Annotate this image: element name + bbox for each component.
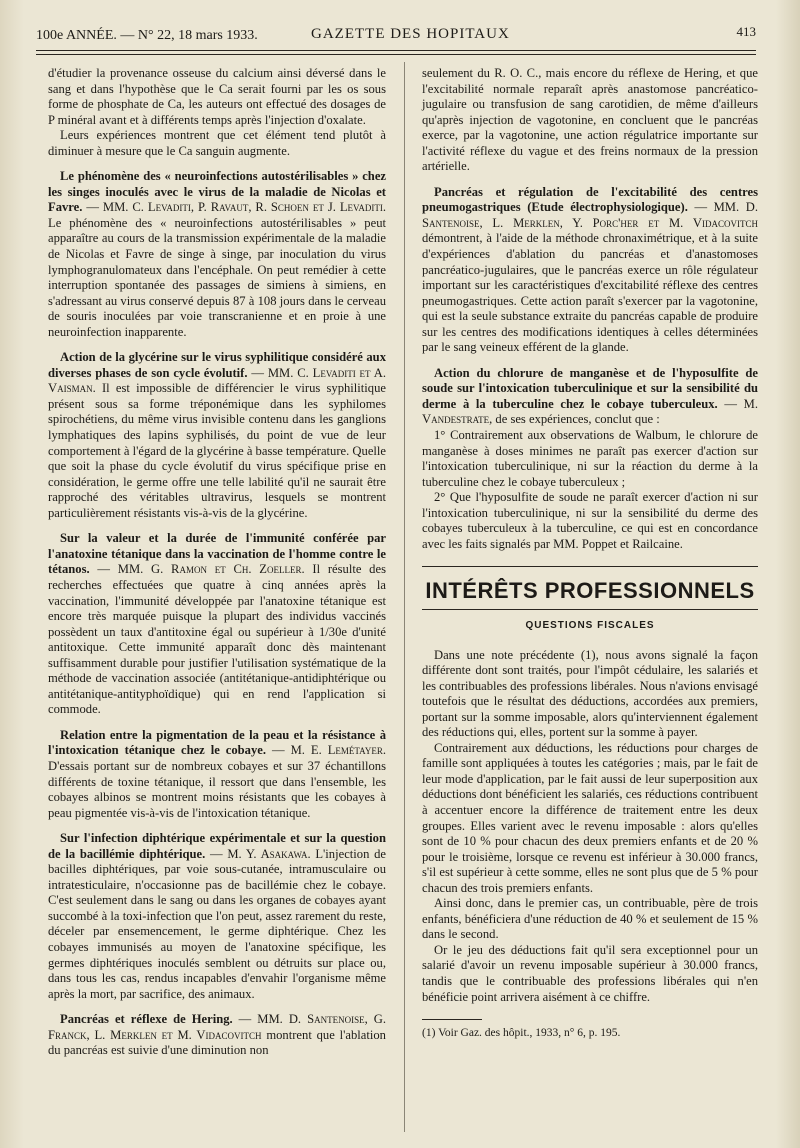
article-title: Sur l'infection diphtérique expérimentale et sur la question de la bacillémie diphtérique. bbox=[48, 831, 386, 861]
article-authors: — MM. C. Levaditi et A. Vaisman. bbox=[48, 365, 386, 396]
footnote-rule bbox=[422, 1019, 482, 1020]
article bbox=[48, 169, 386, 340]
article-text: Le phénomène des « neuroinfections autostérilisables » peut apparaître au cours de la transmission expérimentale de la maladie de Nicolas et Favre de singe à singe, par inoculation du virus lymphogranulomateux dans l'encéphale. On peut remédier à cette interruption spontanée des passages de simiens à simiens, en s'adressant au virus conservé depuis 87 à 108 jours dans le cerveau de souris inoculées par voie transcranienne et en proie à une neuroinfection inapparente. bbox=[48, 215, 386, 339]
article-authors: — MM. D. Santenoise, G. Franck, L. Merklen et M. Vidacovitch bbox=[48, 1012, 386, 1042]
article-text: Il est impossible de différencier le virus syphilitique présent sous sa forme tréponémique dans les syphilomes spirochétiens, du même virus invisible contenu dans les ganglions lymphatiques des lapins syphilisés, du point de vue de leur comportement à l'égard de la glycérine à basse température. Quelle que soit la phase du cycle évolutif du virus spécifique prise en considération, le germe offre une telle labilité qu'il ne saurait être rapproché des véritables ultravirus, lesquels se montrent particulièrement résistants vis-à-vis de la glycérine. bbox=[48, 381, 386, 520]
article-authors: — M. E. Lemétayer. bbox=[272, 743, 387, 758]
article bbox=[48, 1012, 386, 1059]
paragraph: seulement du R. O. C., mais encore du réflexe de Hering, et que l'excitabilité normale reparaît après anastomose pancréatico-jugulaire ou transfusion de sang carotidien, de même d'ailleurs qu'après injection de vagotonine, en concluent que le pancréas exerce, par la vagotonine, une action régulatrice importante sur l'activité réflexe du vague et des freins normaux de la pression artérielle. bbox=[422, 66, 758, 174]
right-column bbox=[422, 66, 758, 1042]
journal-title: GAZETTE DES HOPITAUX bbox=[311, 26, 510, 42]
paragraph: Or le jeu des déductions fait qu'il sera exceptionnel pour un salarié d'avoir un revenu imposable supérieur à 30.000 francs, tandis que le contribuable des professions libérales qui n'en bénéficie point arrivera aisément à ce chiffre. bbox=[422, 942, 758, 1004]
article bbox=[422, 366, 758, 428]
left-column bbox=[48, 66, 386, 1059]
article-authors: — MM. C. Levaditi, P. Ravaut, R. Schoen et J. Levaditi. bbox=[86, 200, 386, 215]
header-rule-second bbox=[36, 54, 756, 55]
article-title: Action de la glycérine sur le virus syphilitique considéré aux diverses phases de son cycle évolutif. bbox=[48, 350, 386, 380]
section-rule bbox=[422, 566, 758, 567]
article bbox=[48, 728, 386, 821]
paragraph: Dans une note précédente (1), nous avons signalé la façon différente dont sont traités, pour l'impôt cédulaire, les salariés et les contribuables des professions libérales. Nous n'avions envisagé toutefois que le résultat des déductions, accordées aux premiers, portant sur la somme imposable, alors qu'interviennent également des réductions qui, elles, portent sur la somme à payer. bbox=[422, 647, 758, 740]
page-header bbox=[36, 22, 756, 46]
subsection-title: QUESTIONS FISCALES bbox=[525, 619, 655, 631]
issue-info: 100e ANNÉE. — N° 22, 18 mars 1933. bbox=[36, 28, 258, 43]
section-rule bbox=[422, 609, 758, 610]
article-text: D'essais portant sur de nombreux cobayes et sur 37 échantillons différents de toxine tétanique, il ressort que dans l'ensemble, les cobayes albinos se montrent moins résistants que les cobayes à peau pigmentée vis-à-vis de l'intoxication tétanique. bbox=[48, 758, 386, 820]
article-title: Pancréas et régulation de l'excitabilité des centres pneumogastriques (Etude électrophysiologique). bbox=[422, 184, 758, 215]
article-text: L'injection de bacilles diphtériques, par voie sous-cutanée, intramusculaire ou intratesticulaire, n'occasionne pas de bacillémie chez le cobaye. C'est seulement dans le sang ou dans les organes de cobayes ayant succombé à la toxi-infection que l'on peut, assez rarement du reste, déceler par ensemencement, le germe diphtérique. Chez les cobayes immunisés au moyen de l'anatoxine spécifique, les germes diphtériques inoculés semblent ou détruits sur place ou, dans tous les cas, rendus incapables d'envahir l'organisme même après la mort, par sacrifice, des animaux. bbox=[48, 846, 386, 1001]
article bbox=[422, 185, 758, 356]
column-divider bbox=[404, 62, 405, 1132]
article-title: Pancréas et réflexe de Hering. bbox=[60, 1012, 233, 1027]
article-text: de ses expériences, conclut que : bbox=[495, 412, 660, 427]
paragraph: 2° Que l'hyposulfite de soude ne paraît exercer d'action ni sur l'intoxication tuberculinique, ni sur la sensibilité du derme des cobayes tuberculeux à la tuberculine, ce qui est en concordance avec les faits signalés par MM. Poppet et Railcaine. bbox=[422, 490, 758, 551]
article-authors: — M. Vandestrate, bbox=[422, 396, 758, 427]
article-text: montrent que l'ablation du pancréas est suivie d'une diminution non bbox=[48, 1027, 386, 1058]
paragraph: Contrairement aux déductions, les réductions pour charges de famille sont appliquées à toutes les catégories ; mais, par le fait de leur mode d'application, par le fait aussi de leur superposition aux déductions dont bénéficient les salariés, ces réductions contribuent à accentuer encore la différence de traitement entre les deux groupes. Elles varient avec le revenu imposable : alors qu'elles sont de 10 % pour chacun des deux premiers enfants et de 20 % pour le troisième, lorsque ce revenu est inférieur à 30.000 francs, s'il est supérieur à cette somme, elles ne sont plus que de 5 % pour chacun des trois premiers enfants. bbox=[422, 740, 758, 895]
section-title: INTÉRÊTS PROFESSIONNELS bbox=[425, 578, 755, 604]
article-authors: — MM. G. Ramon et Ch. Zoeller. bbox=[97, 562, 305, 577]
article-text: démontrent, à l'aide de la méthode chronaximétrique, et à la suite d'expériences d'ablation du pancréas et d'anastomoses pancréatico-jugulaires, que le pancréas exerce un rôle régulateur important sur les caractéristiques d'excitabilité réflexe des centres pneumogastriques. Cette action paraît s'exercer par la vagotonine, qui est la seule substance extraite du pancréas capable de produire sur les centres des modifications identiques à celles déterminées par le sang veineux efférent de la glande. bbox=[422, 231, 758, 355]
paragraph: 1° Contrairement aux observations de Walbum, le chlorure de manganèse à doses minimes ne paraît pas exercer d'action sur l'intoxication tuberculinique, ni sur la réaction du derme à la tuberculine chez le cobaye tuberculeux ; bbox=[422, 428, 758, 489]
article bbox=[48, 350, 386, 521]
article-title: Sur la valeur et la durée de l'immunité conférée par l'anatoxine tétanique dans la vaccination de l'homme contre le tétanos. bbox=[48, 531, 386, 577]
article bbox=[48, 831, 386, 1002]
article bbox=[48, 531, 386, 718]
header-rule bbox=[36, 50, 756, 51]
article-authors: — MM. D. Santenoise, L. Merklen, Y. Porc'her et M. Vidacovitch bbox=[422, 200, 758, 230]
article-authors: — M. Y. Asakawa. bbox=[210, 846, 311, 861]
paragraph: Leurs expériences montrent que cet élément tend plutôt à diminuer à mesure que le Ca sanguin augmente. bbox=[48, 128, 386, 158]
article-title: Le phénomène des « neuroinfections autostérilisables » chez les singes inoculés avec le virus de la maladie de Nicolas et Favre. bbox=[48, 169, 386, 215]
footnote: (1) Voir Gaz. des hôpit., 1933, n° 6, p. 195. bbox=[422, 1027, 621, 1040]
article-title: Relation entre la pigmentation de la peau et la résistance à l'intoxication tétanique chez le cobaye. bbox=[48, 727, 386, 758]
article-text: Il résulte des recherches effectuées que quatre à cinq années après la vaccination, l'immunité développée par l'anatoxine tétanique est encore très marquée puisque la plupart des individus vaccinés possèdent un taux d'antitoxine égal ou supérieur à 1/30e d'unité antitoxique. Cette immunité apparaît donc dès maintenant suffisamment durable pour justifier l'utilisation systématique de la méthode de vaccination associée (antitétanique-antidiphtérique ou antitétanique-antityphoïdique) qui en rend l'application si commode. bbox=[48, 562, 386, 717]
paragraph: Ainsi donc, dans le premier cas, un contribuable, père de trois enfants, bénéficiera d'une réduction de 40 % et seulement de 15 % dans le second. bbox=[422, 896, 758, 942]
paragraph: d'étudier la provenance osseuse du calcium ainsi déversé dans le sang et dans l'hypothèse que le Ca serait fourni par les os sous forme de phosphate de Ca, les auteurs ont effectué des dosages de P minéral avant et à différents temps après l'injection d'oxalate. bbox=[48, 66, 386, 127]
article-title: Action du chlorure de manganèse et de l'hyposulfite de soude sur l'intoxication tuberculinique et sur la sensibilité du derme à la tuberculine chez le cobaye tuberculeux. bbox=[422, 365, 758, 411]
page-number: 413 bbox=[736, 24, 756, 39]
